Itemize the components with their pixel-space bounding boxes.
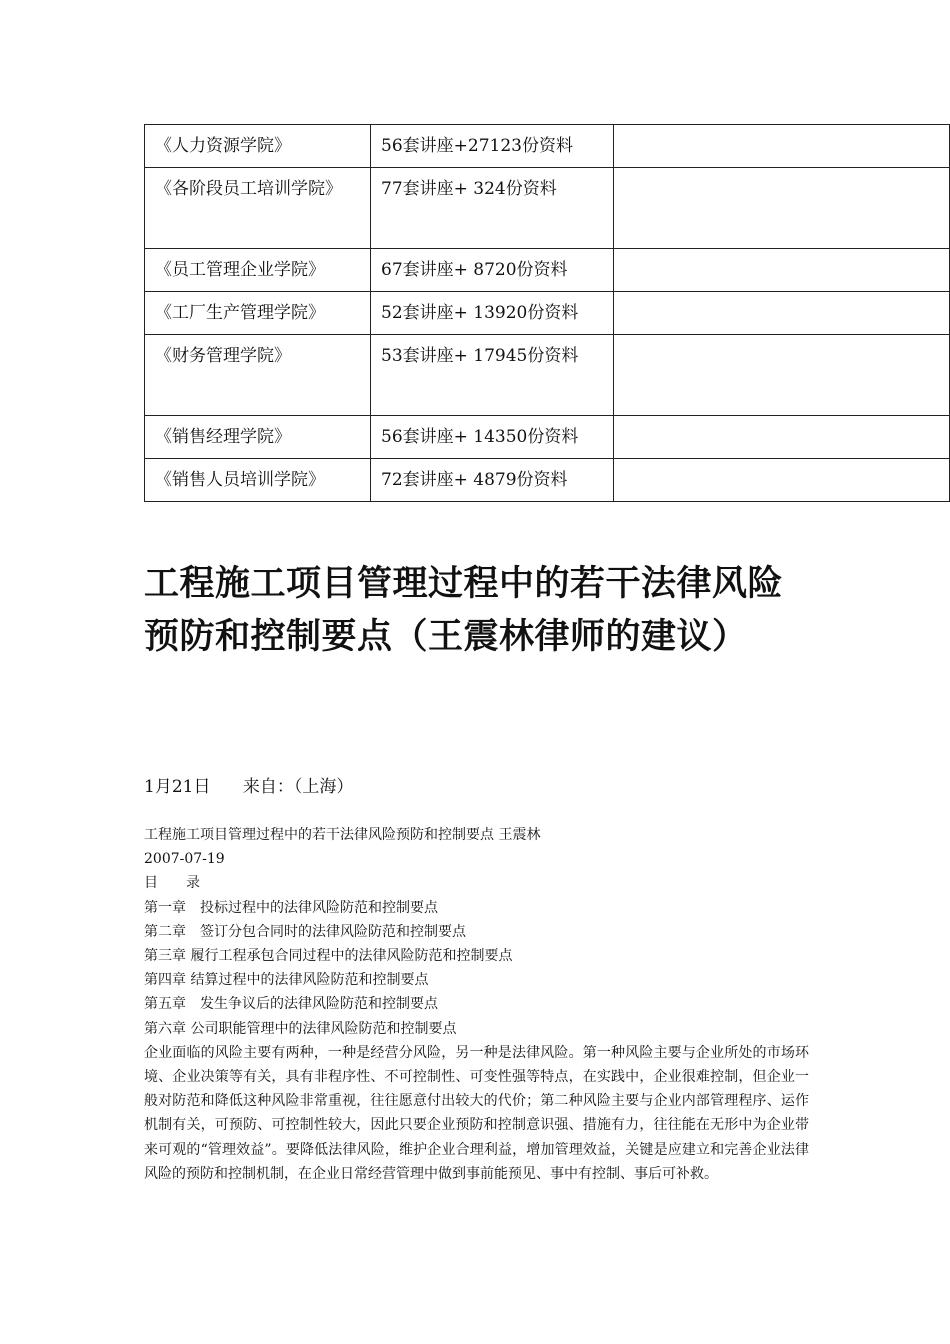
toc-item: 第三章 履行工程承包合同过程中的法律风险防范和控制要点 bbox=[144, 948, 513, 965]
course-info-cell: 72套讲座+ 4879份资料 bbox=[371, 459, 614, 502]
toc-item: 第六章 公司职能管理中的法律风险防范和控制要点 bbox=[144, 1020, 457, 1037]
course-name-cell: 《销售经理学院》 bbox=[145, 416, 371, 459]
article-publish-date: 2007-07-19 bbox=[144, 851, 225, 868]
course-info-cell: 56套讲座+ 14350份资料 bbox=[371, 416, 614, 459]
table-row bbox=[145, 249, 950, 292]
article-source: 来自：（上海） bbox=[242, 777, 354, 797]
course-info-cell: 56套讲座+27123份资料 bbox=[371, 125, 614, 168]
course-catalog-table bbox=[144, 124, 950, 502]
article-meta bbox=[144, 774, 353, 800]
toc-item: 第五章 发生争议后的法律风险防范和控制要点 bbox=[144, 996, 438, 1013]
course-note-cell bbox=[614, 249, 950, 292]
course-name-cell: 《工厂生产管理学院》 bbox=[145, 292, 371, 335]
course-name-cell: 《销售人员培训学院》 bbox=[145, 459, 371, 502]
course-info-cell: 53套讲座+ 17945份资料 bbox=[371, 335, 614, 416]
table-row bbox=[145, 292, 950, 335]
course-note-cell bbox=[614, 335, 950, 416]
course-note-cell bbox=[614, 168, 950, 249]
course-note-cell bbox=[614, 459, 950, 502]
table-row bbox=[145, 168, 950, 249]
course-info-cell: 52套讲座+ 13920份资料 bbox=[371, 292, 614, 335]
table-row bbox=[145, 335, 950, 416]
table-row bbox=[145, 125, 950, 168]
course-name-cell: 《员工管理企业学院》 bbox=[145, 249, 371, 292]
course-name-cell: 《各阶段员工培训学院》 bbox=[145, 168, 371, 249]
table-row bbox=[145, 459, 950, 502]
course-info-cell: 77套讲座+ 324份资料 bbox=[371, 168, 614, 249]
article-body bbox=[144, 823, 809, 1186]
course-note-cell bbox=[614, 125, 950, 168]
document-title: 工程施工项目管理过程中的若干法律风险预防和控制要点（王震林律师的建议） bbox=[144, 564, 784, 657]
course-note-cell bbox=[614, 416, 950, 459]
course-info-cell: 67套讲座+ 8720份资料 bbox=[371, 249, 614, 292]
intro-paragraph: 企业面临的风险主要有两种，一种是经营分风险，另一种是法律风险。第一种风险主要与企业所处的市场环境、企业决策等有关，具有非程序性、不可控制性、可变性强等特点，在实践中，企业很难控制，但企业一般对防范和降低这种风险非常重视，往往愿意付出较大的代价；第二种风险主要与企业内部管理程序、运作机制有关，可预防、可控制性较大，因此只要企业预防和控制意识强、措施有力，往往能在无形中为企业带来可观的“管理效益”。要降低法律风险，维护企业合理利益，增加管理效益，关键是应建立和完善企业法律风险的预防和控制机制，在企业日常经营管理中做到事前能预见、事中有控制、事后可补救。 bbox=[144, 1044, 809, 1182]
article-subtitle: 工程施工项目管理过程中的若干法律风险预防和控制要点 王震林 bbox=[144, 827, 541, 843]
toc-heading: 目 录 bbox=[144, 875, 200, 892]
toc-item: 第一章 投标过程中的法律风险防范和控制要点 bbox=[144, 899, 438, 916]
article-date: 1月21日 bbox=[144, 777, 211, 797]
toc-item: 第二章 签订分包合同时的法律风险防范和控制要点 bbox=[144, 923, 466, 940]
toc-item: 第四章 结算过程中的法律风险防范和控制要点 bbox=[144, 972, 429, 989]
table-row bbox=[145, 416, 950, 459]
course-name-cell: 《财务管理学院》 bbox=[145, 335, 371, 416]
course-note-cell bbox=[614, 292, 950, 335]
course-name-cell: 《人力资源学院》 bbox=[145, 125, 371, 168]
